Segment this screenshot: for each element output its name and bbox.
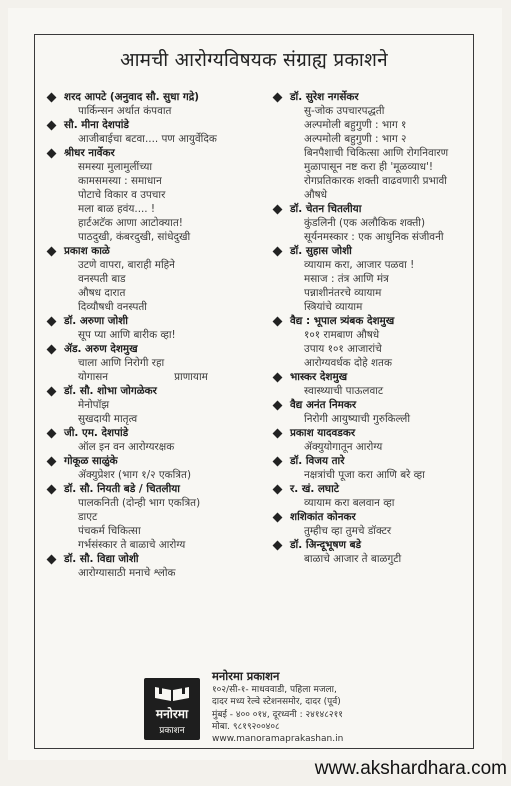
- author-name: शशिकांत कोनकर: [268, 510, 474, 524]
- publisher-mobile: मोबा. ९८१९२००४०८: [212, 721, 280, 732]
- book-title: पालकनिती (दोन्ही भाग एकत्रित): [78, 497, 201, 509]
- entry-9: [42, 482, 256, 552]
- book-title: उटणे वापरा, बाराही महिने: [78, 259, 175, 271]
- book-title: स्वास्थ्याची पाऊलवाट: [304, 385, 384, 397]
- author-name: डॉ. सौ. शोभा जोगळेकर: [42, 384, 256, 398]
- book-title: सु-जोक उपचारपद्धती: [304, 105, 385, 117]
- entry-0: [42, 90, 256, 118]
- diamond-bullet-icon: [273, 92, 283, 102]
- entry-10: [268, 538, 474, 566]
- logo-subtitle: प्रकाशन: [159, 726, 185, 736]
- logo-wordmark: मनोरमा: [155, 707, 189, 721]
- diamond-bullet-icon: [47, 120, 57, 130]
- book-title: मला बाळ हवंय.... !: [78, 203, 156, 215]
- diamond-bullet-icon: [273, 246, 283, 256]
- author-name: शरद आपटे (अनुवाद सौ. सुधा गद्रे): [42, 90, 256, 104]
- diamond-bullet-icon: [47, 554, 57, 564]
- book-title: बिनपैशाची चिकित्सा आणि रोगनिवारण: [304, 147, 449, 159]
- publisher-address-line-2: दादर मध्य रेल्वे स्टेशनसमोर, दादर (पूर्व): [212, 697, 341, 708]
- author-name: डॉ. चेतन चितलीया: [268, 202, 474, 216]
- diamond-bullet-icon: [47, 344, 57, 354]
- right-column: [268, 90, 474, 566]
- diamond-bullet-icon: [47, 148, 57, 158]
- publisher-logo: [144, 678, 200, 740]
- author-name: डॉ. सुरेश नगर्सेकर: [268, 90, 474, 104]
- book-title: सूर्यनमस्कार : एक आधुनिक संजीवनी: [304, 231, 444, 243]
- entry-4: [268, 370, 474, 398]
- publisher-name: मनोरमा प्रकाशन: [212, 669, 280, 683]
- entry-5: [42, 342, 256, 384]
- publisher-details: [212, 670, 468, 745]
- author-name: गोकूळ साळुंके: [42, 454, 256, 468]
- book-title: १०१ रामबाण औषधे: [304, 329, 380, 341]
- entry-0: [268, 90, 474, 202]
- author-name: प्रकाश यादवडकर: [268, 426, 474, 440]
- book-title: समस्या मुलामुलींच्या: [78, 161, 153, 173]
- entry-8: [268, 482, 474, 510]
- diamond-bullet-icon: [273, 372, 283, 382]
- entry-2: [268, 244, 474, 314]
- diamond-bullet-icon: [273, 540, 283, 550]
- book-title: चाला आणि निरोगी रहा: [78, 357, 165, 369]
- author-name: र. खं. लघाटे: [268, 482, 474, 496]
- book-title: ॲक्युयोगातून आरोग्य: [304, 441, 383, 453]
- book-title: पन्नाशीनंतरचे व्यायाम: [304, 287, 382, 299]
- entry-9: [268, 510, 474, 538]
- book-title: सूप प्या आणि बारीक व्हा!: [78, 329, 176, 341]
- book-title: निरोगी आयुष्याची गुरुकिल्ली: [304, 413, 411, 425]
- book-title: वनस्पती बाड: [78, 273, 126, 285]
- entry-1: [268, 202, 474, 244]
- diamond-bullet-icon: [273, 428, 283, 438]
- book-title: डाएट: [78, 511, 98, 523]
- entry-5: [268, 398, 474, 426]
- book-title: व्यायाम करा बलवान व्हा: [304, 497, 395, 509]
- book-title: औषधे: [304, 189, 328, 201]
- diamond-bullet-icon: [273, 456, 283, 466]
- entry-3: [268, 314, 474, 370]
- author-name: डॉ. अिन्दूभूषण बडे: [268, 538, 474, 552]
- author-name: प्रकाश काळे: [42, 244, 256, 258]
- diamond-bullet-icon: [47, 92, 57, 102]
- author-name: भास्कर देशमुख: [268, 370, 474, 384]
- author-name: वैद्य अनंत निमकर: [268, 398, 474, 412]
- book-title: व्यायाम करा, आजार पळवा !: [304, 259, 415, 271]
- book-title: अल्पमोली बहुगुणी : भाग २: [304, 133, 407, 145]
- diamond-bullet-icon: [273, 512, 283, 522]
- left-column: [42, 90, 256, 580]
- book-title: पाठदुखी, कंबरदुखी, सांधेदुखी: [78, 231, 191, 243]
- diamond-bullet-icon: [273, 316, 283, 326]
- author-name: डॉ. सुहास जोशी: [268, 244, 474, 258]
- open-book-icon: [153, 684, 191, 702]
- diamond-bullet-icon: [273, 400, 283, 410]
- book-title: आरोग्यासाठी मनाचे श्लोक: [78, 567, 176, 579]
- author-name: वैद्य : भूपाल त्र्यंबक देशमुख: [268, 314, 474, 328]
- book-title: कामसमस्या : समाधान: [78, 175, 162, 187]
- book-title: ऑल इन वन आरोग्यरक्षक: [78, 441, 175, 453]
- book-title: मसाज : तंत्र आणि मंत्र: [304, 273, 389, 285]
- author-name: सौ. मीना देशपांडे: [42, 118, 256, 132]
- book-title: रोगप्रतिकारक शक्ती वाढवणारी प्रभावी: [304, 175, 447, 187]
- diamond-bullet-icon: [273, 204, 283, 214]
- author-name: जी. एम. देशपांडे: [42, 426, 256, 440]
- book-title: पार्किन्सन अर्थात कंपवात: [78, 105, 172, 117]
- book-title: पंचकर्म चिकित्सा: [78, 525, 141, 537]
- publisher-phone: मुंबई - ४०० ०१४, दूरध्वनी : २४१४८२११: [212, 709, 343, 720]
- diamond-bullet-icon: [47, 386, 57, 396]
- book-title: नक्षत्रांची पूजा करा आणि बरे व्हा: [304, 469, 425, 481]
- publisher-website: www.manoramaprakashan.in: [212, 734, 344, 745]
- book-title: पोटाचे विकार व उपचार: [78, 189, 166, 201]
- book-title: आजीबाईचा बटवा.... पण आयुर्वेदिक: [78, 133, 217, 145]
- book-title: मेनोपॉझ: [78, 399, 110, 411]
- author-name: डॉ. सौ. नियती बडे / चितलीया: [42, 482, 256, 496]
- publisher-block: [144, 670, 468, 745]
- book-title: कुंडलिनी (एक अलौकिक शक्ती): [304, 217, 426, 229]
- diamond-bullet-icon: [47, 246, 57, 256]
- author-name: श्रीधर नार्वेकर: [42, 146, 256, 160]
- footer-url: www.akshardhara.com: [314, 758, 507, 779]
- entry-3: [42, 244, 256, 314]
- diamond-bullet-icon: [47, 316, 57, 326]
- author-name: डॉ. सौ. विद्या जोशी: [42, 552, 256, 566]
- book-title: योगासन प्राणायाम: [78, 371, 208, 383]
- book-title: आरोग्यवर्धक दोहे शतक: [304, 357, 392, 369]
- diamond-bullet-icon: [273, 484, 283, 494]
- author-name: डॉ. विजय तारे: [268, 454, 474, 468]
- book-title: तुम्हीच व्हा तुमचे डॉक्टर: [304, 525, 392, 537]
- book-title: बाळाचे आजार ते बाळगुटी: [304, 553, 402, 565]
- author-name: ॲड. अरुण देशमुख: [42, 342, 256, 356]
- book-title: औषध दारात: [78, 287, 126, 299]
- diamond-bullet-icon: [47, 456, 57, 466]
- book-title: गर्भसंस्कार ते बाळाचे आरोग्य: [78, 539, 186, 551]
- page-title: आमची आरोग्यविषयक संग्राह्य प्रकाशने: [120, 49, 388, 71]
- book-title: स्त्रियांचे व्यायाम: [304, 301, 363, 313]
- entry-7: [42, 426, 256, 454]
- diamond-bullet-icon: [47, 484, 57, 494]
- entry-7: [268, 454, 474, 482]
- diamond-bullet-icon: [47, 428, 57, 438]
- entry-6: [42, 384, 256, 426]
- book-title: दिव्यौषधी वनस्पती: [78, 301, 147, 313]
- entry-8: [42, 454, 256, 482]
- book-title: अल्पमोली बहुगुणी : भाग १: [304, 119, 407, 131]
- entry-10: [42, 552, 256, 580]
- publisher-address-line-1: १०२/सी-१- माधववाडी, पहिला मजला,: [212, 685, 337, 696]
- author-name: डॉ. अरुणा जोशी: [42, 314, 256, 328]
- book-title: ॲक्युप्रेशर (भाग १/२ एकत्रित): [78, 469, 191, 481]
- entry-6: [268, 426, 474, 454]
- book-title: हार्टअटॅक आणा आटोक्यात!: [78, 217, 183, 229]
- book-title: मुळापासून नष्ट करा ही 'मूळव्याध'!: [304, 161, 434, 173]
- entry-1: [42, 118, 256, 146]
- book-title: उपाय १०१ आजारांचे: [304, 343, 382, 355]
- book-title: सुखदायी मातृत्व: [78, 413, 138, 425]
- entry-4: [42, 314, 256, 342]
- entry-2: [42, 146, 256, 244]
